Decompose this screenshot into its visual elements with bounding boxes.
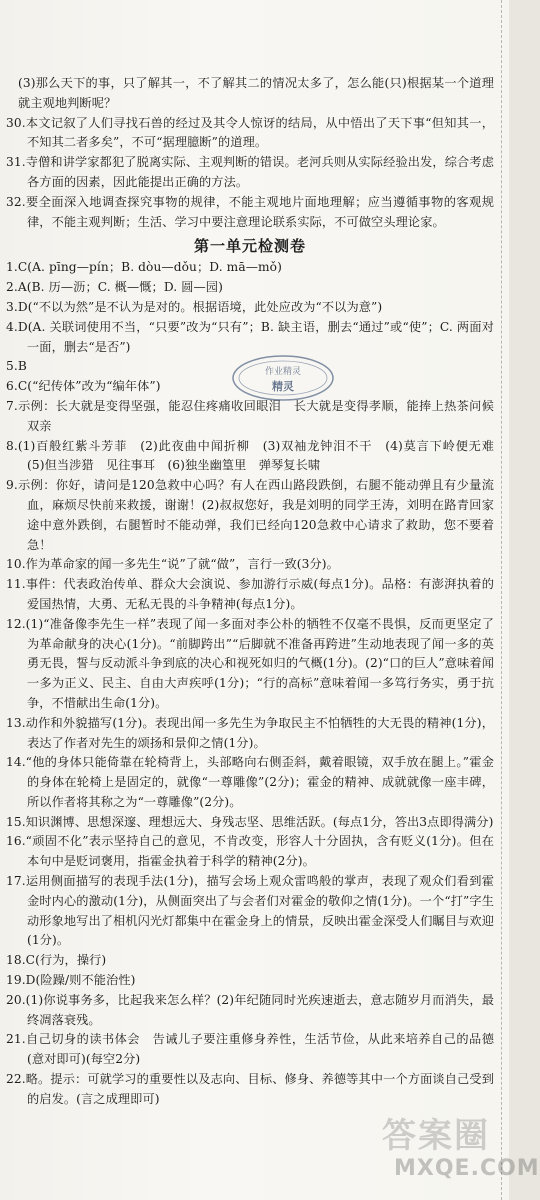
answer-line: 19.D(险躁/则不能治性)	[6, 973, 136, 988]
answer-line: 10.作为革命家的闻一多先生“说”了就“做”，言行一致(3分)。	[6, 557, 339, 572]
answer-text-body	[6, 74, 507, 1110]
answer-line: 21.自己切身的读书体会 告诫儿子要注重修身养性，生活节俭，从此来培养自己的品德(意对即可)(每空2分)	[6, 1032, 494, 1067]
answer-line: 15.知识渊博、思想深邃、理想远大、身残志坚、思维活跃。(每点1分，答出3点即得满分)	[6, 814, 494, 829]
answer-line: 13.动作和外貌描写(1分)。表现出闻一多先生为争取民主不怕牺牲的大无畏的精神(1分)，表达了作者对先生的颂扬和景仰之情(1分)。	[6, 715, 494, 750]
answer-line: 1.C(A. pīng—pín；B. dòu—dǒu；D. mā—mǒ)	[6, 260, 282, 275]
answer-line: 18.C(行为，操行)	[6, 953, 107, 968]
answer-line: 2.A(B. 历—沥；C. 概—慨；D. 圆—园)	[6, 280, 223, 295]
answer-line: 22.略。提示：可就学习的重要性以及志向、目标、修身、养德等其中一个方面谈自己受到的启发。(言之成理即可)	[6, 1072, 494, 1106]
answer-line: 4.D(A. 关联词使用不当，“只要”改为“只有”；B. 缺主语，删去“通过”或“使”；C. 两面对一面，删去“是否”)	[6, 319, 494, 354]
answer-line: 32.要全面深入地调查探究事物的规律，不能主观地片面地理解；应当遵循事物的客观规律，不能主观判断；生活、学习中要注意理论联系实际，不可做空头理论家。	[6, 194, 494, 229]
svg-text:精灵: 精灵	[272, 380, 294, 393]
watermark-logo-text: 答案圈	[382, 1116, 490, 1156]
answer-line: 12.(1)“准备像李先生一样”表现了闻一多面对李公朴的牺牲不仅毫不畏惧，反而更坚定了为革命献身的决心(1分)。“前脚跨出”“后脚就不准备再跨进”生动地表现了闻一多的英勇无畏，誓与反动派斗争到底的决心和视死如归的气概(1分)。(2)“口的巨人”意味着闻一多为正义、民主、自由大声疾呼(1分)；“行的高标”意味着闻一多笃行务实，勇于抗争，不惜献出生命(1分)。	[6, 616, 494, 710]
answer-line: 8.(1)百般红紫斗芳菲 (2)此夜曲中闻折柳 (3)双袖龙钟泪不干 (4)莫言下岭便无难 (5)但当涉猎 见往事耳 (6)独坐幽篁里 弹琴复长啸	[6, 438, 507, 473]
answer-line: 5.B	[6, 359, 27, 374]
answer-line: 16.“顽固不化”表示坚持自己的意见，不肯改变，形容人十分固执，含有贬义(1分)。但在本句中是贬词褒用，指霍金执着于科学的精神(2分)。	[6, 834, 494, 869]
answer-line: 9.示例：你好，请问是120急救中心吗？有人在西山路段跌倒，右腿不能动弹且有少量流血，麻烦尽快前来救援，谢谢！(2)叔叔您好，我是刘明的同学王涛，刘明在路青回家途中意外跌倒，右腿暂时不能动弹，我们已经向120急救中心请求了救助，您不要着急！	[6, 478, 494, 552]
publisher-stamp-icon	[228, 352, 338, 404]
answer-line: 17.运用侧面描写的表现手法(1分)，描写会场上观众雷鸣般的掌声，表现了观众们看到霍金时内心的激动(1分)，从侧面突出了与会者们对霍金的敬仰之情(1分)。一个“打”字生动形象地写出了相机闪光灯都集中在霍金身上的情景，反映出霍金深受人们瞩目与欢迎(1分)。	[6, 874, 494, 948]
watermark-url: MXQE.COM	[394, 1156, 540, 1181]
binding-margin-line	[501, 0, 502, 1200]
answer-line: 14.“他的身体只能倚靠在轮椅背上，头部略向右侧歪斜，戴着眼镜，双手放在腿上。”霍金的身体在轮椅上是固定的，就像“一尊雕像”(2分)；霍金的精神、成就就像一座丰碑，所以作者将其称之为“一尊雕像”(2分)。	[6, 755, 494, 809]
answer-line: (3)那么天下的事，只了解其一，不了解其二的情况太多了，怎么能(只)根据某一个道理就主观地判断呢？	[18, 76, 494, 110]
answer-line: 6.C(“纪传体”改为“编年体”)	[6, 379, 161, 394]
answer-line: 20.(1)你说事务多，比起我来怎么样？(2)年纪随同时光疾速逝去，意志随岁月而消失，最终凋落衰残。	[6, 992, 494, 1027]
answer-line: 11.事件：代表政治传单、群众大会演说、参加游行示威(每点1分)。品格：有澎湃执着的爱国热情，大勇、无私无畏的斗争精神(每点1分)。	[6, 577, 494, 611]
site-watermark	[382, 1108, 540, 1194]
answer-line: 7.示例：长大就是变得坚强，能忍住疼痛收回眼泪 长大就是变得孝顺，能捧上热茶问候双亲	[6, 398, 494, 433]
answer-line: 30.本文记叙了人们寻找石兽的经过及其令人惊讶的结局，从中悟出了天下事“但知其一，不知其二者多矣”，不可“据理臆断”的道理。	[6, 115, 494, 150]
svg-text:作业精灵: 作业精灵	[264, 367, 302, 377]
answer-line: 31.寺僧和讲学家都犯了脱离实际、主观判断的错误。老河兵则从实际经验出发，综合考虑各方面的因素，因此能提出正确的方法。	[6, 155, 494, 189]
answer-line: 3.D(“不以为然”是不认为是对的。根据语境，此处应改为“不以为意”)	[6, 299, 383, 314]
section-title: 第一单元检测卷	[193, 237, 306, 256]
